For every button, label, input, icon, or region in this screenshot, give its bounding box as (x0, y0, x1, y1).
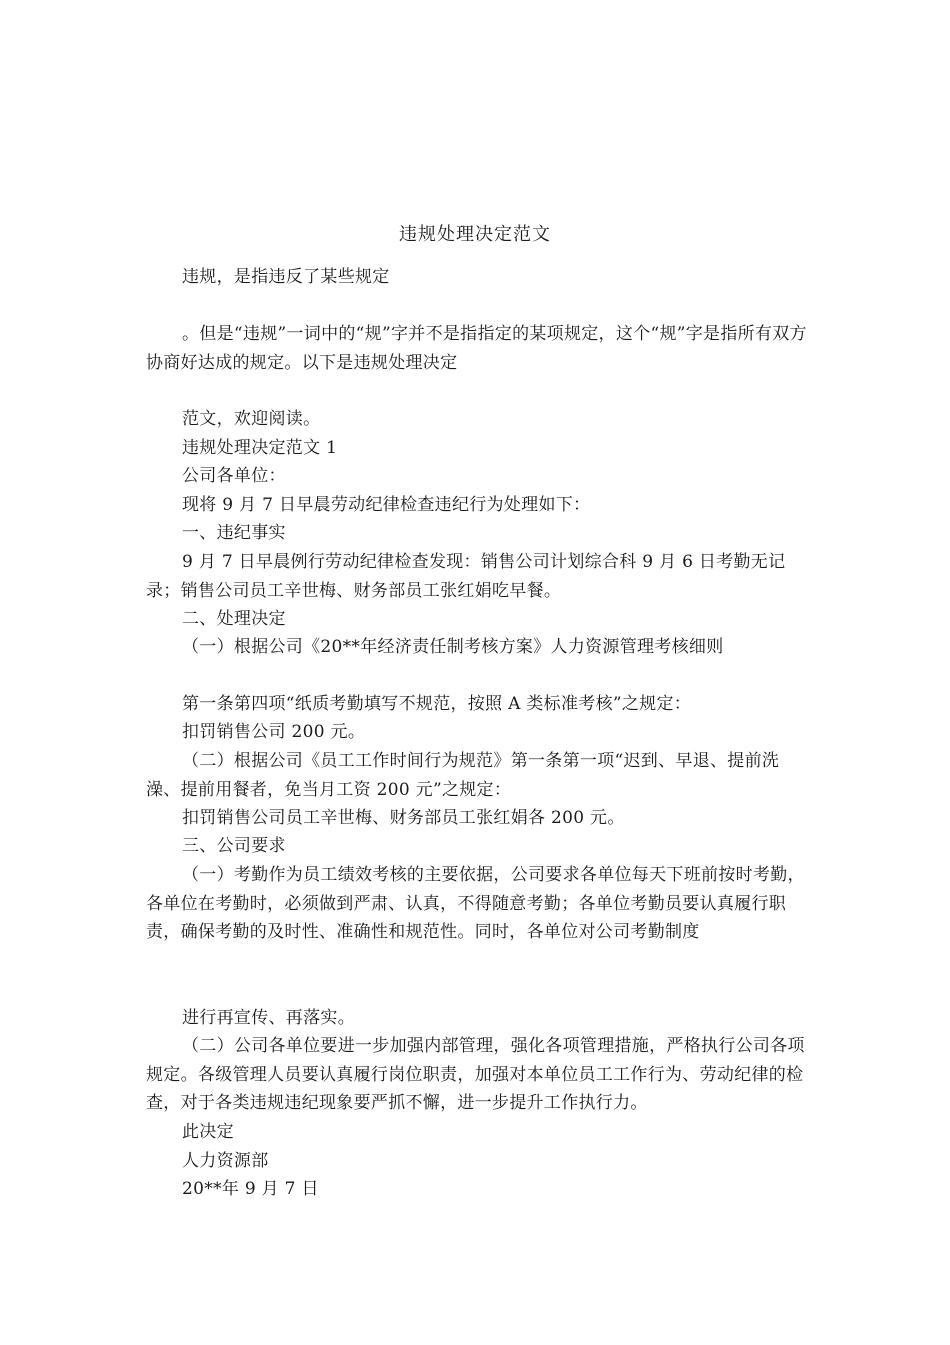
facts-paragraph: 9 月 7 日早晨例行劳动纪律检查发现：销售公司计划综合科 9 月 6 日考勤无记录；销售公司员工辛世梅、财务部员工张红娟吃早餐。 (146, 552, 786, 601)
opening-paragraph: 现将 9 月 7 日早晨劳动纪律检查违纪行为处理如下： (182, 495, 591, 515)
heading-facts: 一、违纪事实 (182, 523, 286, 543)
intro-paragraph-3: 范文，欢迎阅读。 (182, 409, 321, 429)
requirement-paragraph-1b: 进行再宣传、再落实。 (182, 1008, 355, 1028)
closing-line: 此决定 (182, 1122, 234, 1142)
document-date: 20**年 9 月 7 日 (182, 1179, 319, 1199)
decision-paragraph-2b: 扣罚销售公司员工辛世梅、财务部员工张红娟各 200 元。 (182, 808, 625, 828)
intro-paragraph-2: 。但是“违规”一词中的“规”字并不是指指定的某项规定，这个“规”字是指所有双方协商好达成的规定。以下是违规处理决定 (146, 324, 807, 373)
section-title: 违规处理决定范文 1 (182, 438, 338, 458)
decision-paragraph-1c: 扣罚销售公司 200 元。 (182, 722, 366, 742)
decision-paragraph-2a: （二）根据公司《员工工作时间行为规范》第一条第一项“迟到、早退、提前洗澡、提前用餐者，免当月工资 200 元”之规定： (146, 751, 780, 800)
requirement-paragraph-1a: （一）考勤作为员工绩效考核的主要依据，公司要求各单位每天下班前按时考勤，各单位在考勤时，必须做到严肃、认真，不得随意考勤；各单位考勤员要认真履行职责，确保考勤的及时性、准确性和规范性。同时，各单位对公司考勤制度 (146, 865, 805, 942)
requirement-paragraph-2: （二）公司各单位要进一步加强内部管理，强化各项管理措施，严格执行公司各项规定。各级管理人员要认真履行岗位职责，加强对本单位员工工作行为、劳动纪律的检查，对于各类违规违纪现象要严抓不懈，进一步提升工作执行力。 (146, 1036, 805, 1113)
signature-department: 人力资源部 (182, 1151, 269, 1171)
decision-paragraph-1b: 第一条第四项“纸质考勤填写不规范，按照 A 类标准考核”之规定： (182, 694, 692, 714)
decision-paragraph-1a: （一）根据公司《20**年经济责任制考核方案》人力资源管理考核细则 (182, 637, 724, 657)
heading-requirements: 三、公司要求 (182, 836, 286, 856)
document-title: 违规处理决定范文 (399, 224, 551, 245)
addressee: 公司各单位： (182, 466, 286, 486)
heading-decision: 二、处理决定 (182, 609, 286, 629)
intro-paragraph-1: 违规，是指违反了某些规定 (182, 267, 390, 287)
